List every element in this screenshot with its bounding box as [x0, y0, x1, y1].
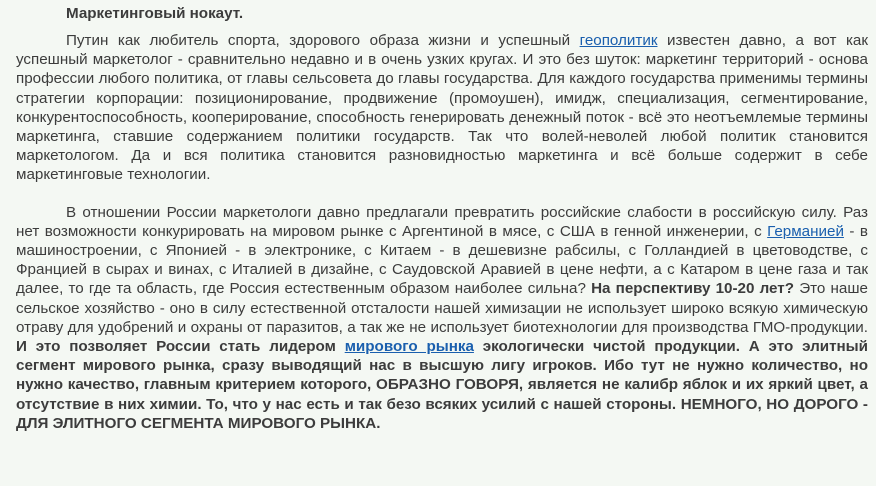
bold-text: экологически чистой продукции. А это элитный сегмент мирового рынка, сразу выводящий нас в высшую лигу игроков. Ибо тут не нужно количество, но нужно качество, главным критерием которого, ОБРАЗНО ГОВОРЯ, является не калибр яблок и их яркий цвет, а отсутствие в них химии. То, что у нас есть и так безо всяких усилий с нашей стороны. НЕМНОГО, НО ДОРОГО - ДЛЯ ЭЛИТНОГО СЕГМЕНТА МИРОВОГО РЫНКА. — [16, 338, 868, 432]
link-germany[interactable]: Германией — [767, 222, 844, 240]
article-heading: Маркетинговый нокаут. — [66, 5, 244, 22]
paragraph-text: В отношении России маркетологи давно предлагали превратить российские слабости в российскую силу. Раз нет возможности конкурировать на мировом рынке с Аргентиной в мясе, с США в генной инженерии, с — [16, 203, 868, 240]
link-geopolitik[interactable]: геополитик — [579, 32, 658, 49]
paragraph-2 — [16, 203, 868, 433]
paragraph-text: - в машиностроении, с Японией - в электронике, с Китаем - в дешевизне рабсилы, с Голландией в цветоводстве, с Францией в сырах и винах, с Италией в дизайне, с Саудовской Аравией в цене нефти, а с Катаром в цене газа и так далее, то где та область, где Россия естественным образом наиболее сильна? — [16, 222, 868, 298]
bold-question: На перспективу 10-20 лет? — [591, 280, 795, 298]
paragraph-text: Это наше сельское хозяйство - оно в силу естественной отсталости нашей химизации не использует широко всякую химическую отраву для удобрений и охраны от паразитов, а так же не использует биотехнологии для производства ГМО-продукции. — [16, 280, 868, 336]
paragraph-text: известен давно, а вот как успешный маркетолог - сравнительно недавно и в очень узких кругах. И это без шуток: маркетинг территорий - основа профессии любого политика, от главы сельсовета до главы государства. Для каждого государства применимы термины стратегии корпорации: позиционирование, продвижение (промоушен), имидж, специализация, сегментирование, конкурентоспособность, кооперирование, способность генерировать денежный поток - всё это неотъемлемые термины маркетинга, ставшие содержанием политики государств. Так что волей-неволей любой политик становится маркетологом. Да и вся политика становится разновидностью маркетинга и всё больше содержит в себе маркетинговые технологии. — [16, 32, 869, 184]
bold-text: И это позволяет России стать лидером — [16, 338, 345, 356]
paragraph-1 — [16, 31, 868, 185]
link-world-market[interactable]: мирового рынка — [344, 338, 474, 356]
paragraph-text: Путин как любитель спорта, здорового образа жизни и успешный — [66, 32, 580, 49]
